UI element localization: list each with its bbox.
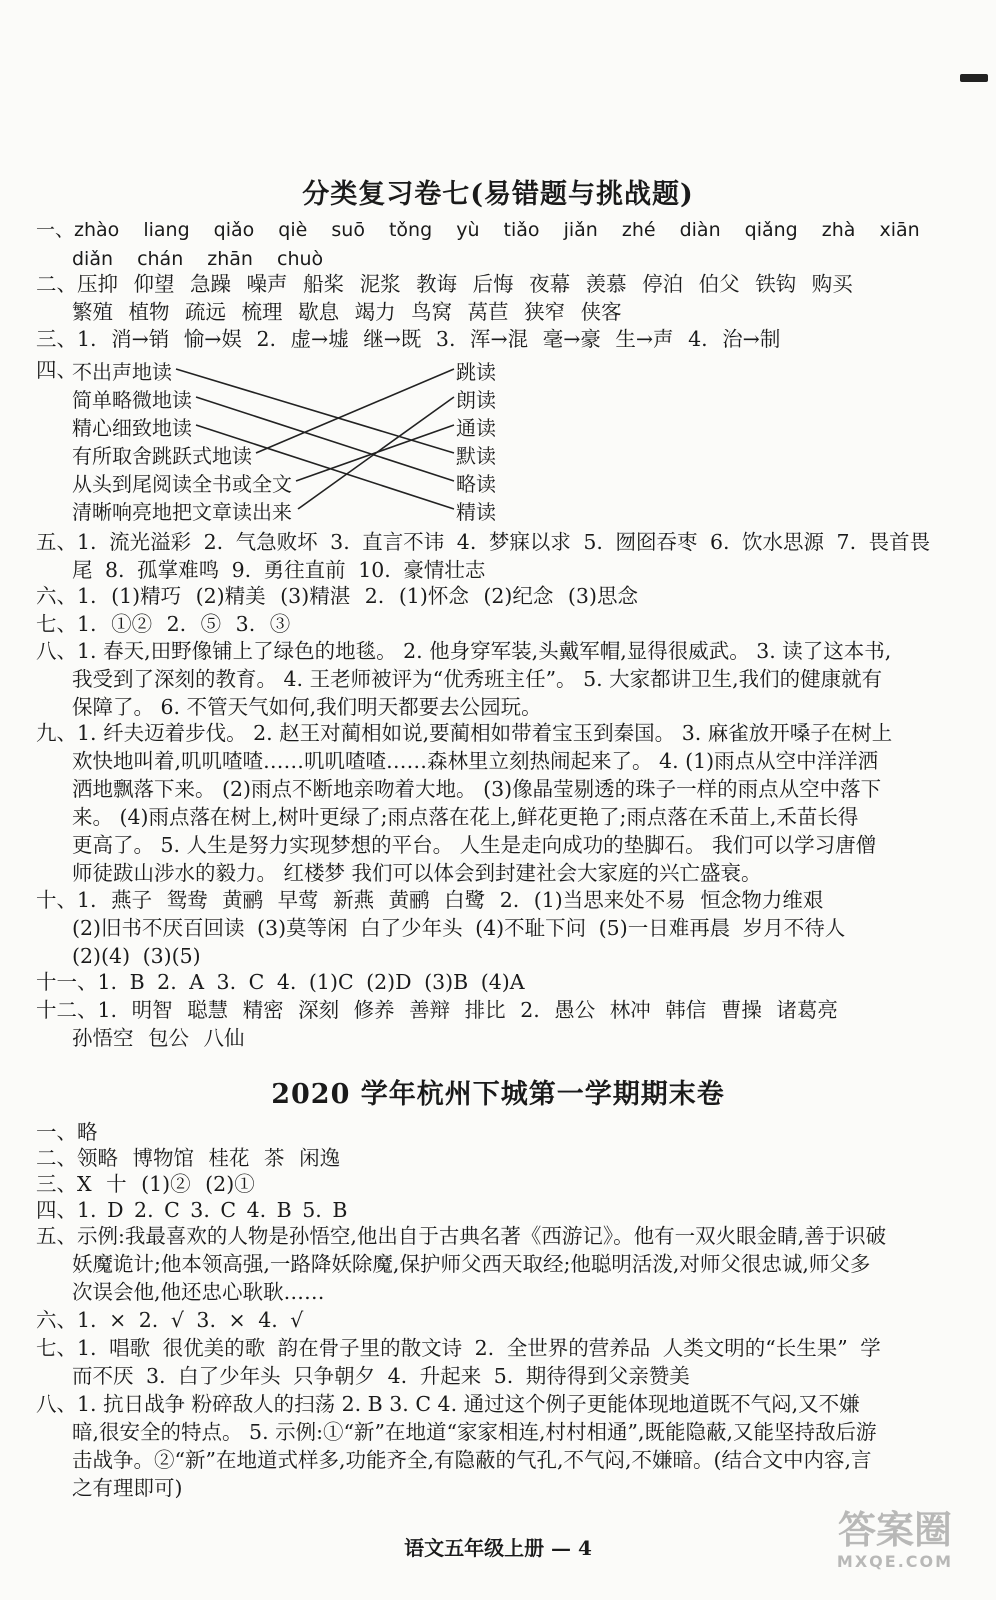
q9-line5: 更高了。 5. 人生是努力实现梦想的平台。 人生是走向成功的垫脚石。 我们可以学习唐僧 — [72, 833, 877, 857]
match-line — [256, 369, 454, 453]
exam-q8-line1: 八、1. 抗日战争 粉碎敌人的扫荡 2. B 3. C 4. 通过这个例子更能体现地道既不气闷,又不嫌 — [36, 1392, 860, 1416]
q9-line1: 九、1. 纤夫迈着步伐。 2. 赵王对蔺相如说,要蔺相如带着宝玉到秦国。 3. 麻雀放开嗓子在树上 — [36, 721, 893, 745]
q9-line6: 师徒跋山涉水的毅力。 红楼梦 我们可以体会到封建社会大家庭的兴亡盛衰。 — [72, 861, 762, 885]
watermark-logo — [820, 1508, 970, 1588]
match-line — [196, 425, 454, 509]
section-title-review: 分类复习卷七(易错题与挑战题) — [302, 179, 694, 210]
q10-line3: (2)(4) (3)(5) — [72, 944, 201, 968]
q2-line2: 繁殖 植物 疏远 梳理 歇息 竭力 鸟窝 莴苣 狭窄 侠客 — [72, 300, 622, 324]
q12-line1: 十二、1. 明智 聪慧 精密 深刻 修养 善辩 排比 2. 愚公 林冲 韩信 曹操 诸葛亮 — [36, 998, 838, 1022]
q4-right-item: 精读 — [456, 500, 496, 524]
exam-q8-line2: 暗,很安全的特点。 5. 示例:①“新”在地道“家家相连,村村相通”,既能隐蔽,又能坚持敌后游 — [72, 1420, 877, 1444]
q1-pinyin-line2: diǎn chán zhān chuò — [72, 248, 324, 270]
q8-line1: 八、1. 春天,田野像铺上了绿色的地毯。 2. 他身穿军装,头戴军帽,显得很威武。 3. 读了这本书, — [36, 639, 892, 663]
q1-pinyin-line1: 一、zhào liang qiǎo qiè suō tǒng yù tiǎo jiǎn zhé diàn qiǎng zhà xiān — [36, 219, 920, 241]
exam-q8-line3: 击战争。②“新”在地道式样多,功能齐全,有隐蔽的气孔,不气闷,不嫌暗。(结合文中内容,言 — [72, 1448, 872, 1472]
q4-left-item: 简单略微地读 — [72, 388, 192, 412]
watermark-url-text: MXQE.COM — [836, 1552, 954, 1571]
q4-right-item: 略读 — [456, 472, 496, 496]
page-footer: 语文五年级上册 — 4 — [404, 1536, 592, 1560]
exam-q6: 六、1. × 2. √ 3. × 4. √ — [36, 1308, 304, 1332]
q10-line2: (2)旧书不厌百回读 (3)莫等闲 白了少年头 (4)不耻下问 (5)一日难再晨 岁月不待人 — [72, 916, 846, 940]
q9-line2: 欢快地叫着,叽叽喳喳……叽叽喳喳……森林里立刻热闹起来了。 4. (1)雨点从空中洋洋洒 — [72, 749, 879, 773]
q5-line1: 五、1. 流光溢彩 2. 气急败坏 3. 直言不讳 4. 梦寐以求 5. 囫囵吞枣 6. 饮水思源 7. 畏首畏 — [36, 530, 931, 554]
exam-q5-line1: 五、示例:我最喜欢的人物是孙悟空,他出自于古典名著《西游记》。他有一双火眼金睛,善于识破 — [36, 1224, 887, 1248]
q7-line: 七、1. ①② 2. ⑤ 3. ③ — [36, 612, 291, 636]
q4-left-item: 清晰响亮地把文章读出来 — [72, 500, 292, 524]
section-title-exam: 2020 学年杭州下城第一学期期末卷 — [271, 1079, 725, 1110]
q12-line2: 孙悟空 包公 八仙 — [72, 1026, 245, 1050]
q8-line2: 我受到了深刻的教育。 4. 王老师被评为“优秀班主任”。 5. 大家都讲卫生,我们的健康就有 — [72, 667, 883, 691]
exam-q4: 四、1. D 2. C 3. C 4. B 5. B — [36, 1198, 348, 1222]
q6-line: 六、1. (1)精巧 (2)精美 (3)精湛 2. (1)怀念 (2)纪念 (3)思念 — [36, 584, 638, 608]
q4-left-item: 从头到尾阅读全书或全文 — [72, 472, 292, 496]
q4-left-item: 不出声地读 — [72, 360, 172, 384]
exam-q1: 一、略 — [36, 1120, 98, 1144]
q5-line2: 尾 8. 孤掌难鸣 9. 勇往直前 10. 豪情壮志 — [72, 558, 486, 582]
q9-line4: 来。 (4)雨点落在树上,树叶更绿了;雨点落在花上,鲜花更艳了;雨点落在禾苗上,禾苗长得 — [72, 805, 859, 829]
q4-right-item: 通读 — [456, 416, 496, 440]
q10-line1: 十、1. 燕子 鸳鸯 黄鹂 早莺 新燕 黄鹂 白鹭 2. (1)当思来处不易 恒念物力维艰 — [36, 888, 824, 912]
exam-q3: 三、X 十 (1)② (2)① — [36, 1172, 255, 1196]
exam-q7-line2: 而不厌 3. 白了少年头 只争朝夕 4. 升起来 5. 期待得到父亲赞美 — [72, 1364, 690, 1388]
q4-right-item: 朗读 — [456, 388, 496, 412]
q4-right-item: 默读 — [456, 444, 496, 468]
exam-q5-line2: 妖魔诡计;他本领高强,一路降妖除魔,保护师父西天取经;他聪明活泼,对师父很忠诚,师父多 — [72, 1252, 871, 1276]
exam-q8-line4: 之有理即可) — [72, 1476, 183, 1500]
q3-line: 三、1. 消→销 愉→娱 2. 虚→墟 继→既 3. 浑→混 毫→豪 生→声 4. 治→制 — [36, 327, 781, 351]
match-line — [298, 397, 454, 509]
exam-q7-line1: 七、1. 唱歌 很优美的歌 韵在骨子里的散文诗 2. 全世界的营养品 人类文明的“长生果” 学 — [36, 1336, 881, 1360]
q2-line1: 二、压抑 仰望 急躁 噪声 船桨 泥浆 教诲 后悔 夜幕 羡慕 停泊 伯父 铁钩 购买 — [36, 272, 853, 296]
exam-q2: 二、领略 博物馆 桂花 茶 闲逸 — [36, 1146, 341, 1170]
q8-line3: 保障了。 6. 不管天气如何,我们明天都要去公园玩。 — [72, 695, 542, 719]
q11-line: 十一、1. B 2. A 3. C 4. (1)C (2)D (3)B (4)A — [36, 970, 525, 994]
q4-left-item: 有所取舍跳跃式地读 — [72, 444, 252, 468]
q4-right-item: 跳读 — [456, 360, 496, 384]
q4-label: 四、 — [36, 358, 77, 382]
exam-q5-line3: 次误会他,他还忠心耿耿…… — [72, 1280, 325, 1304]
q4-left-item: 精心细致地读 — [72, 416, 192, 440]
q9-line3: 洒地飘落下来。 (2)雨点不断地亲吻着大地。 (3)像晶莹剔透的珠子一样的雨点从空中落下 — [72, 777, 882, 801]
watermark-mark-text: 答案圈 — [837, 1508, 952, 1552]
